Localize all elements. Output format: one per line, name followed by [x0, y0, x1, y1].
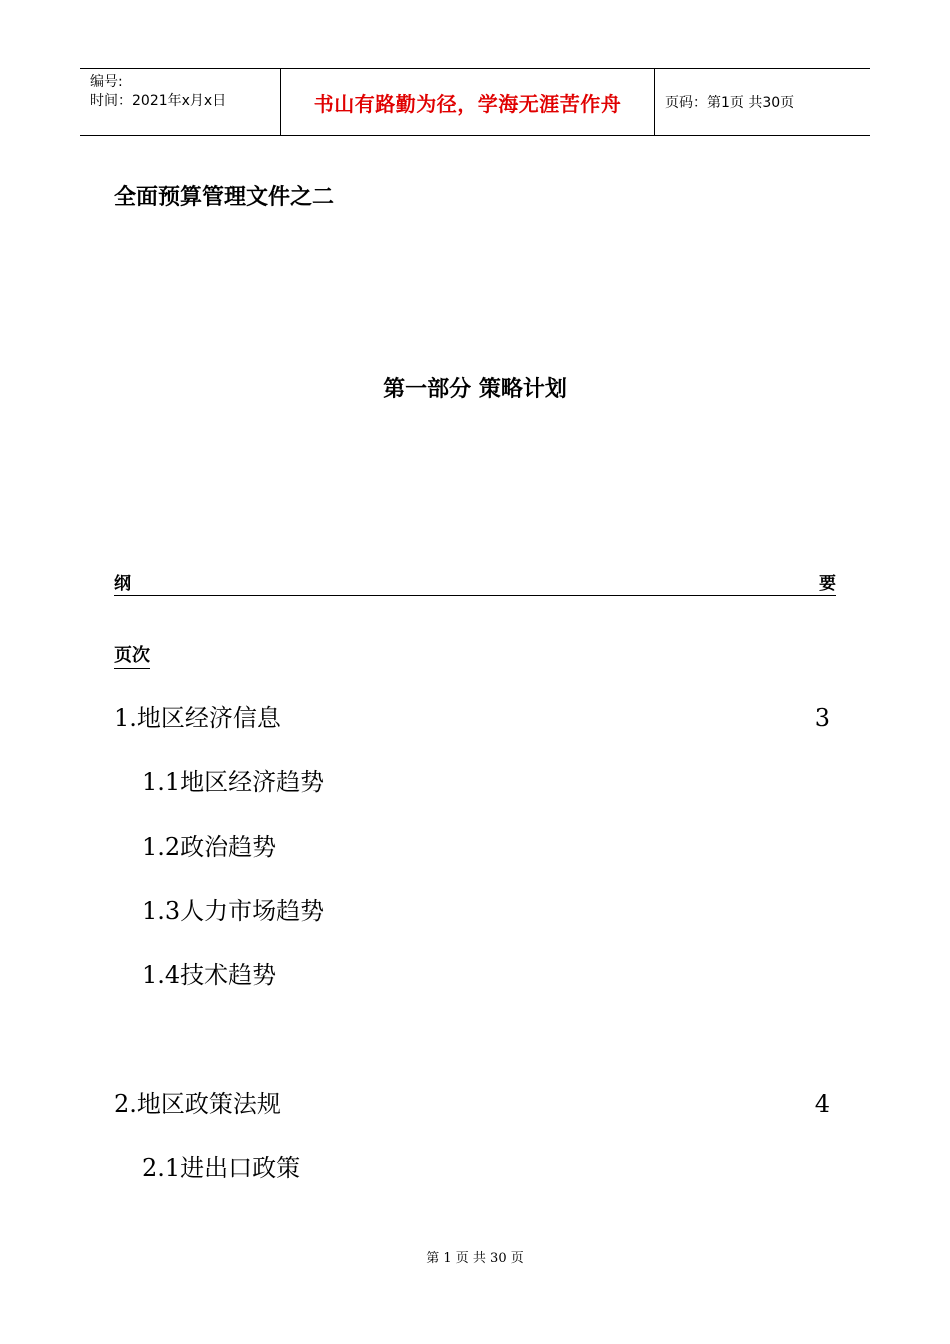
motto: 书山有路勤为径，学海无涯苦作舟	[313, 91, 622, 116]
toc-item[interactable]	[114, 1087, 830, 1121]
toc-item[interactable]	[114, 701, 830, 735]
time-label: 时间：2021年x月x日	[90, 93, 227, 109]
page-column-label: 页次	[114, 644, 150, 669]
toc-item[interactable]	[142, 830, 830, 864]
header-motto-cell	[281, 69, 655, 135]
toc-item-page: 3	[814, 704, 830, 732]
toc-item-label: 1.1地区经济趋势	[142, 768, 325, 796]
toc-item-label: 2.1进出口政策	[142, 1154, 301, 1182]
part-title: 第一部分 策略计划	[383, 377, 567, 402]
toc-item-label: 2.地区政策法规	[114, 1090, 281, 1118]
page-info: 页码：第1页 共30页	[665, 95, 795, 111]
toc-item[interactable]	[142, 765, 830, 799]
toc-item-label: 1.2政治趋势	[142, 833, 277, 861]
toc-item-page: 4	[814, 1090, 830, 1118]
toc-item-label: 1.4技术趋势	[142, 961, 277, 989]
toc-item[interactable]	[142, 1151, 830, 1185]
header-page-cell	[655, 69, 870, 135]
toc-item[interactable]	[142, 958, 830, 992]
header-meta	[80, 69, 281, 135]
code-label: 编号:	[90, 74, 123, 90]
toc-item[interactable]	[142, 894, 830, 928]
toc-head-right: 要	[819, 574, 836, 594]
toc-head-left: 纲	[114, 574, 131, 594]
toc-item-label: 1.地区经济信息	[114, 704, 281, 732]
document-title: 全面预算管理文件之二	[114, 185, 335, 210]
toc-header	[114, 569, 836, 596]
page-footer: 第 1 页 共 30 页	[426, 1251, 524, 1266]
page-header	[80, 68, 870, 136]
toc-item-label: 1.3人力市场趋势	[142, 897, 325, 925]
